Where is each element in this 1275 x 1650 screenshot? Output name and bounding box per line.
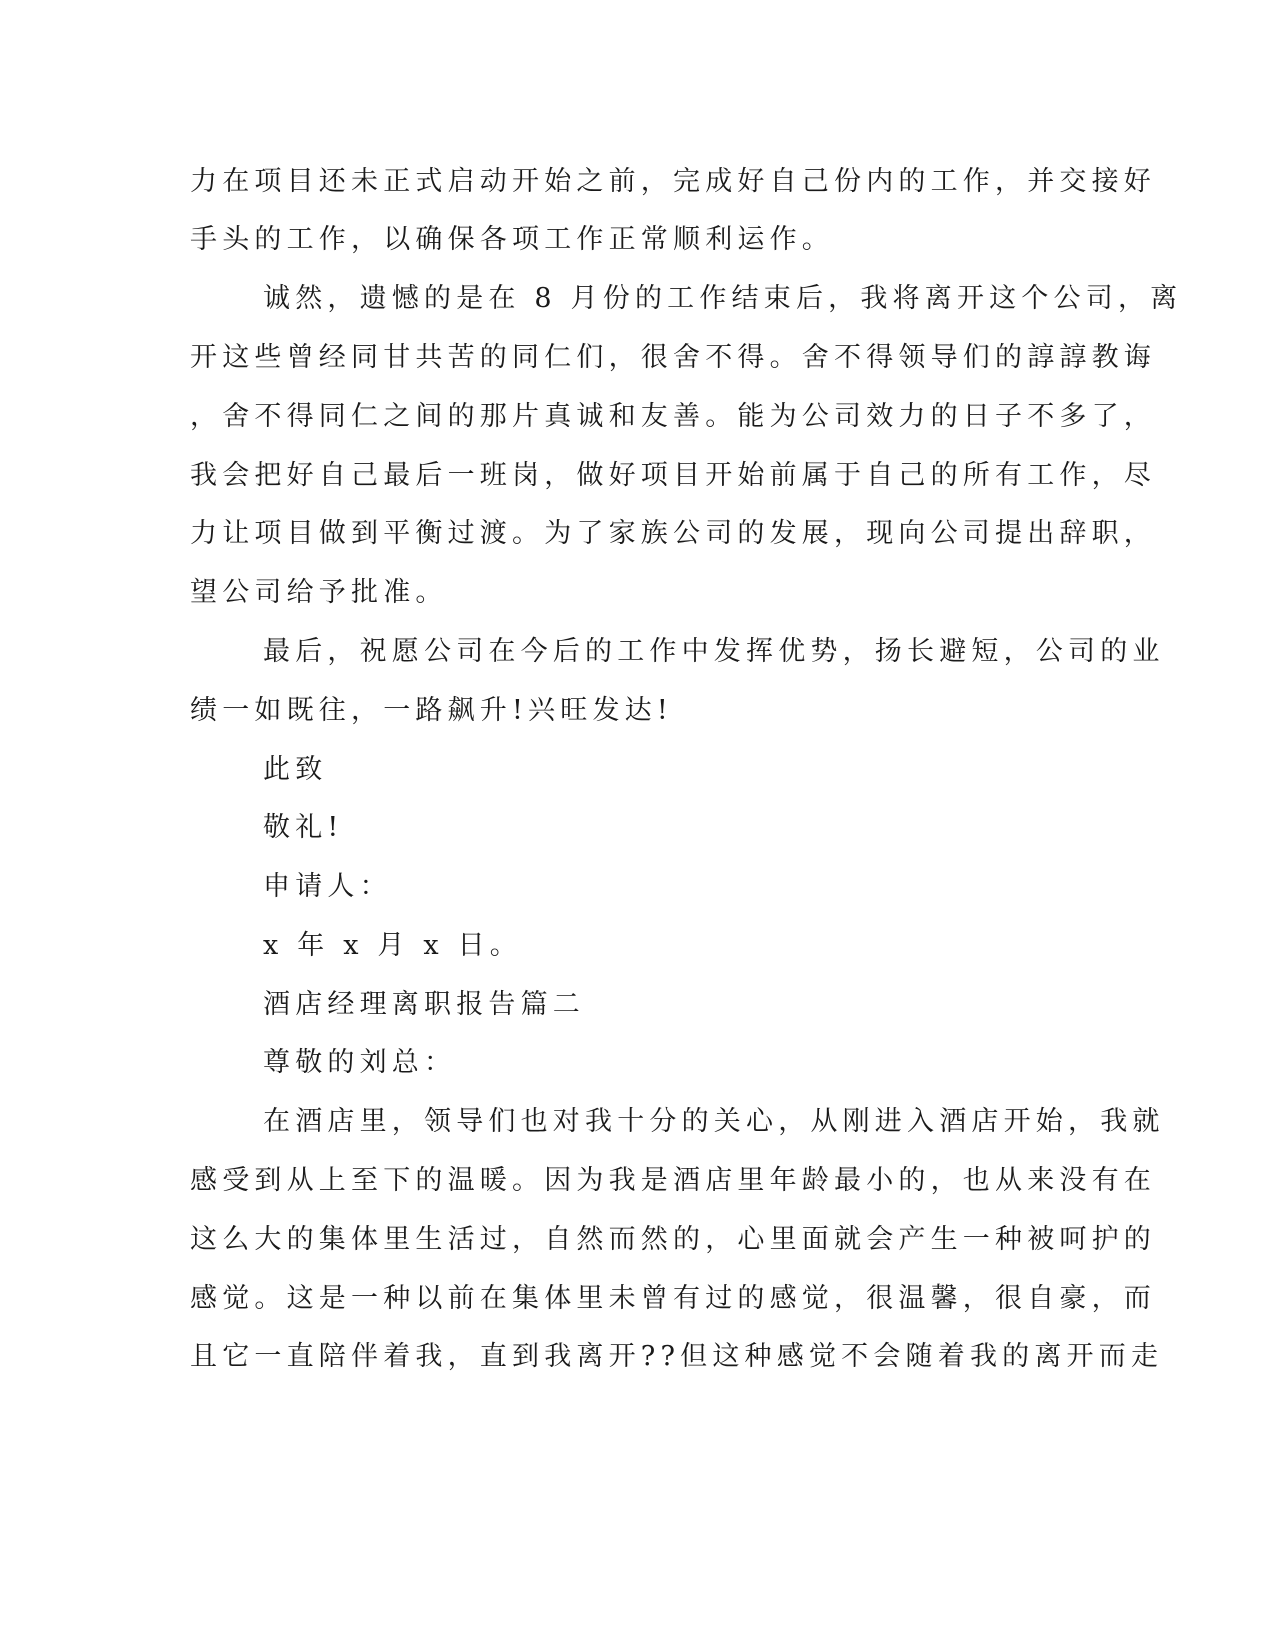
text-line: 望公司给予批准。 bbox=[190, 577, 448, 608]
text-line: 最后，祝愿公司在今后的工作中发挥优势，扬长避短，公司的业 bbox=[263, 636, 1165, 667]
text-line: ，舍不得同仁之间的那片真诚和友善。能为公司效力的日子不多了， bbox=[190, 401, 1156, 432]
text-line: 手头的工作，以确保各项工作正常顺利运作。 bbox=[190, 224, 834, 255]
text-line: 且它一直陪伴着我，直到我离开??但这种感觉不会随着我的离开而走 bbox=[190, 1341, 1164, 1372]
text-line: 在酒店里，领导们也对我十分的关心，从刚进入酒店开始，我就 bbox=[263, 1106, 1165, 1137]
applicant-label: 申请人： bbox=[263, 871, 392, 902]
text-line: 我会把好自己最后一班岗，做好项目开始前属于自己的所有工作，尽 bbox=[190, 460, 1156, 491]
closing-line: 敬礼! bbox=[263, 812, 344, 843]
date-line: x 年 x 月 x 日。 bbox=[263, 930, 522, 961]
salutation: 尊敬的刘总： bbox=[263, 1047, 457, 1078]
text-line: 开这些曾经同甘共苦的同仁们，很舍不得。舍不得领导们的諄諄教诲 bbox=[190, 342, 1156, 373]
section-heading: 酒店经理离职报告篇二 bbox=[263, 989, 585, 1020]
text-line: 诚然，遗憾的是在 8 月份的工作结束后，我将离开这个公司，离 bbox=[263, 283, 1183, 314]
text-line: 力在项目还未正式启动开始之前，完成好自己份内的工作，并交接好 bbox=[190, 166, 1156, 197]
text-line: 感受到从上至下的温暖。因为我是酒店里年龄最小的，也从来没有在 bbox=[190, 1165, 1156, 1196]
text-line: 绩一如既往，一路飙升!兴旺发达! bbox=[190, 695, 673, 726]
text-line: 感觉。这是一种以前在集体里未曾有过的感觉，很温馨，很自豪，而 bbox=[190, 1283, 1156, 1314]
closing-line: 此致 bbox=[263, 754, 328, 785]
text-line: 力让项目做到平衡过渡。为了家族公司的发展，现向公司提出辞职， bbox=[190, 518, 1156, 549]
text-line: 这么大的集体里生活过，自然而然的，心里面就会产生一种被呵护的 bbox=[190, 1224, 1156, 1255]
